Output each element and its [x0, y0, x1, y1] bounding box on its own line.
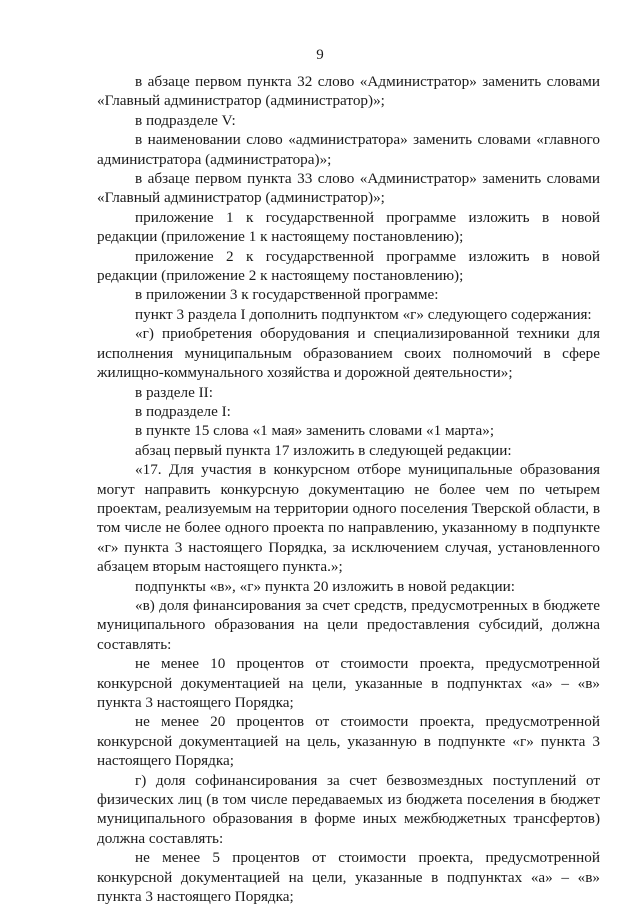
paragraph: пункт 3 раздела I дополнить подпунктом «г» следующего содержания: [135, 305, 592, 323]
paragraph: «в) доля финансирования за счет средств, предусмотренных в бюджете муниципального образования на цели предоставления субсидий, должна составлять: [97, 596, 600, 653]
paragraph: в разделе II: [135, 383, 213, 401]
paragraph: в подразделе I: [135, 402, 231, 420]
paragraph: в подразделе V: [135, 111, 236, 129]
paragraph: не менее 20 процентов от стоимости проекта, предусмотренной конкурсной документацией на цель, указанную в подпункте «г» пункта 3 настоящего Порядка; [97, 713, 600, 770]
paragraph: приложение 2 к государственной программе изложить в новой редакции (приложение 2 к настоящему постановлению); [97, 247, 600, 285]
paragraph: г) доля софинансирования за счет безвозмездных поступлений от физических лиц (в том числе передаваемых из бюджета поселения в бюджет муниципального образования в форме иных межбюджетных трансфертов) должна составлять: [97, 771, 600, 847]
paragraph: не менее 10 процентов от стоимости проекта, предусмотренной конкурсной документацией на цели, указанные в подпунктах «а» – «в» пункта 3 настоящего Порядка; [97, 655, 600, 711]
paragraph: «17. Для участия в конкурсном отборе муниципальные образования могут направить конкурсную документацию не более чем по четырем проектам, реализуемым на территории одного поселения Тверской области, в том числе не более одного проекта по направлению, указанному в подпункте «г» пункта 3 настоящего Порядка, за исключением случая, установленного абзацем вторым настоящего пункта.»; [97, 461, 600, 576]
paragraph: приложение 1 к государственной программе изложить в новой редакции (приложение 1 к настоящему постановлению); [97, 208, 600, 246]
paragraph: подпункты «в», «г» пункта 20 изложить в новой редакции: [135, 577, 515, 595]
paragraph: в абзаце первом пункта 33 слово «Администратор» заменить словами «Главный администратор (администратор)»; [97, 170, 600, 207]
paragraph: «г) приобретения оборудования и специализированной техники для исполнения муниципальным образованием своих полномочий в сфере жилищно-коммунального хозяйства и дорожной деятельности»; [97, 325, 600, 382]
paragraph: абзац первый пункта 17 изложить в следующей редакции: [135, 441, 512, 459]
paragraph: не менее 5 процентов от стоимости проекта, предусмотренной конкурсной документацией на цели, указанные в подпунктах «а» – «в» пункта 3 настоящего Порядка; [97, 849, 600, 906]
paragraph: в наименовании слово «администратора» заменить словами «главного администратора (администратора)»; [97, 131, 600, 168]
paragraph: в абзаце первом пункта 32 слово «Администратор» заменить словами «Главный администратор (администратор)»; [97, 73, 600, 110]
paragraph: в приложении 3 к государственной программе: [135, 286, 439, 304]
paragraph: в пункте 15 слова «1 мая» заменить словами «1 марта»; [135, 422, 495, 440]
document-body [97, 72, 600, 906]
page-number: 9 [316, 47, 324, 63]
